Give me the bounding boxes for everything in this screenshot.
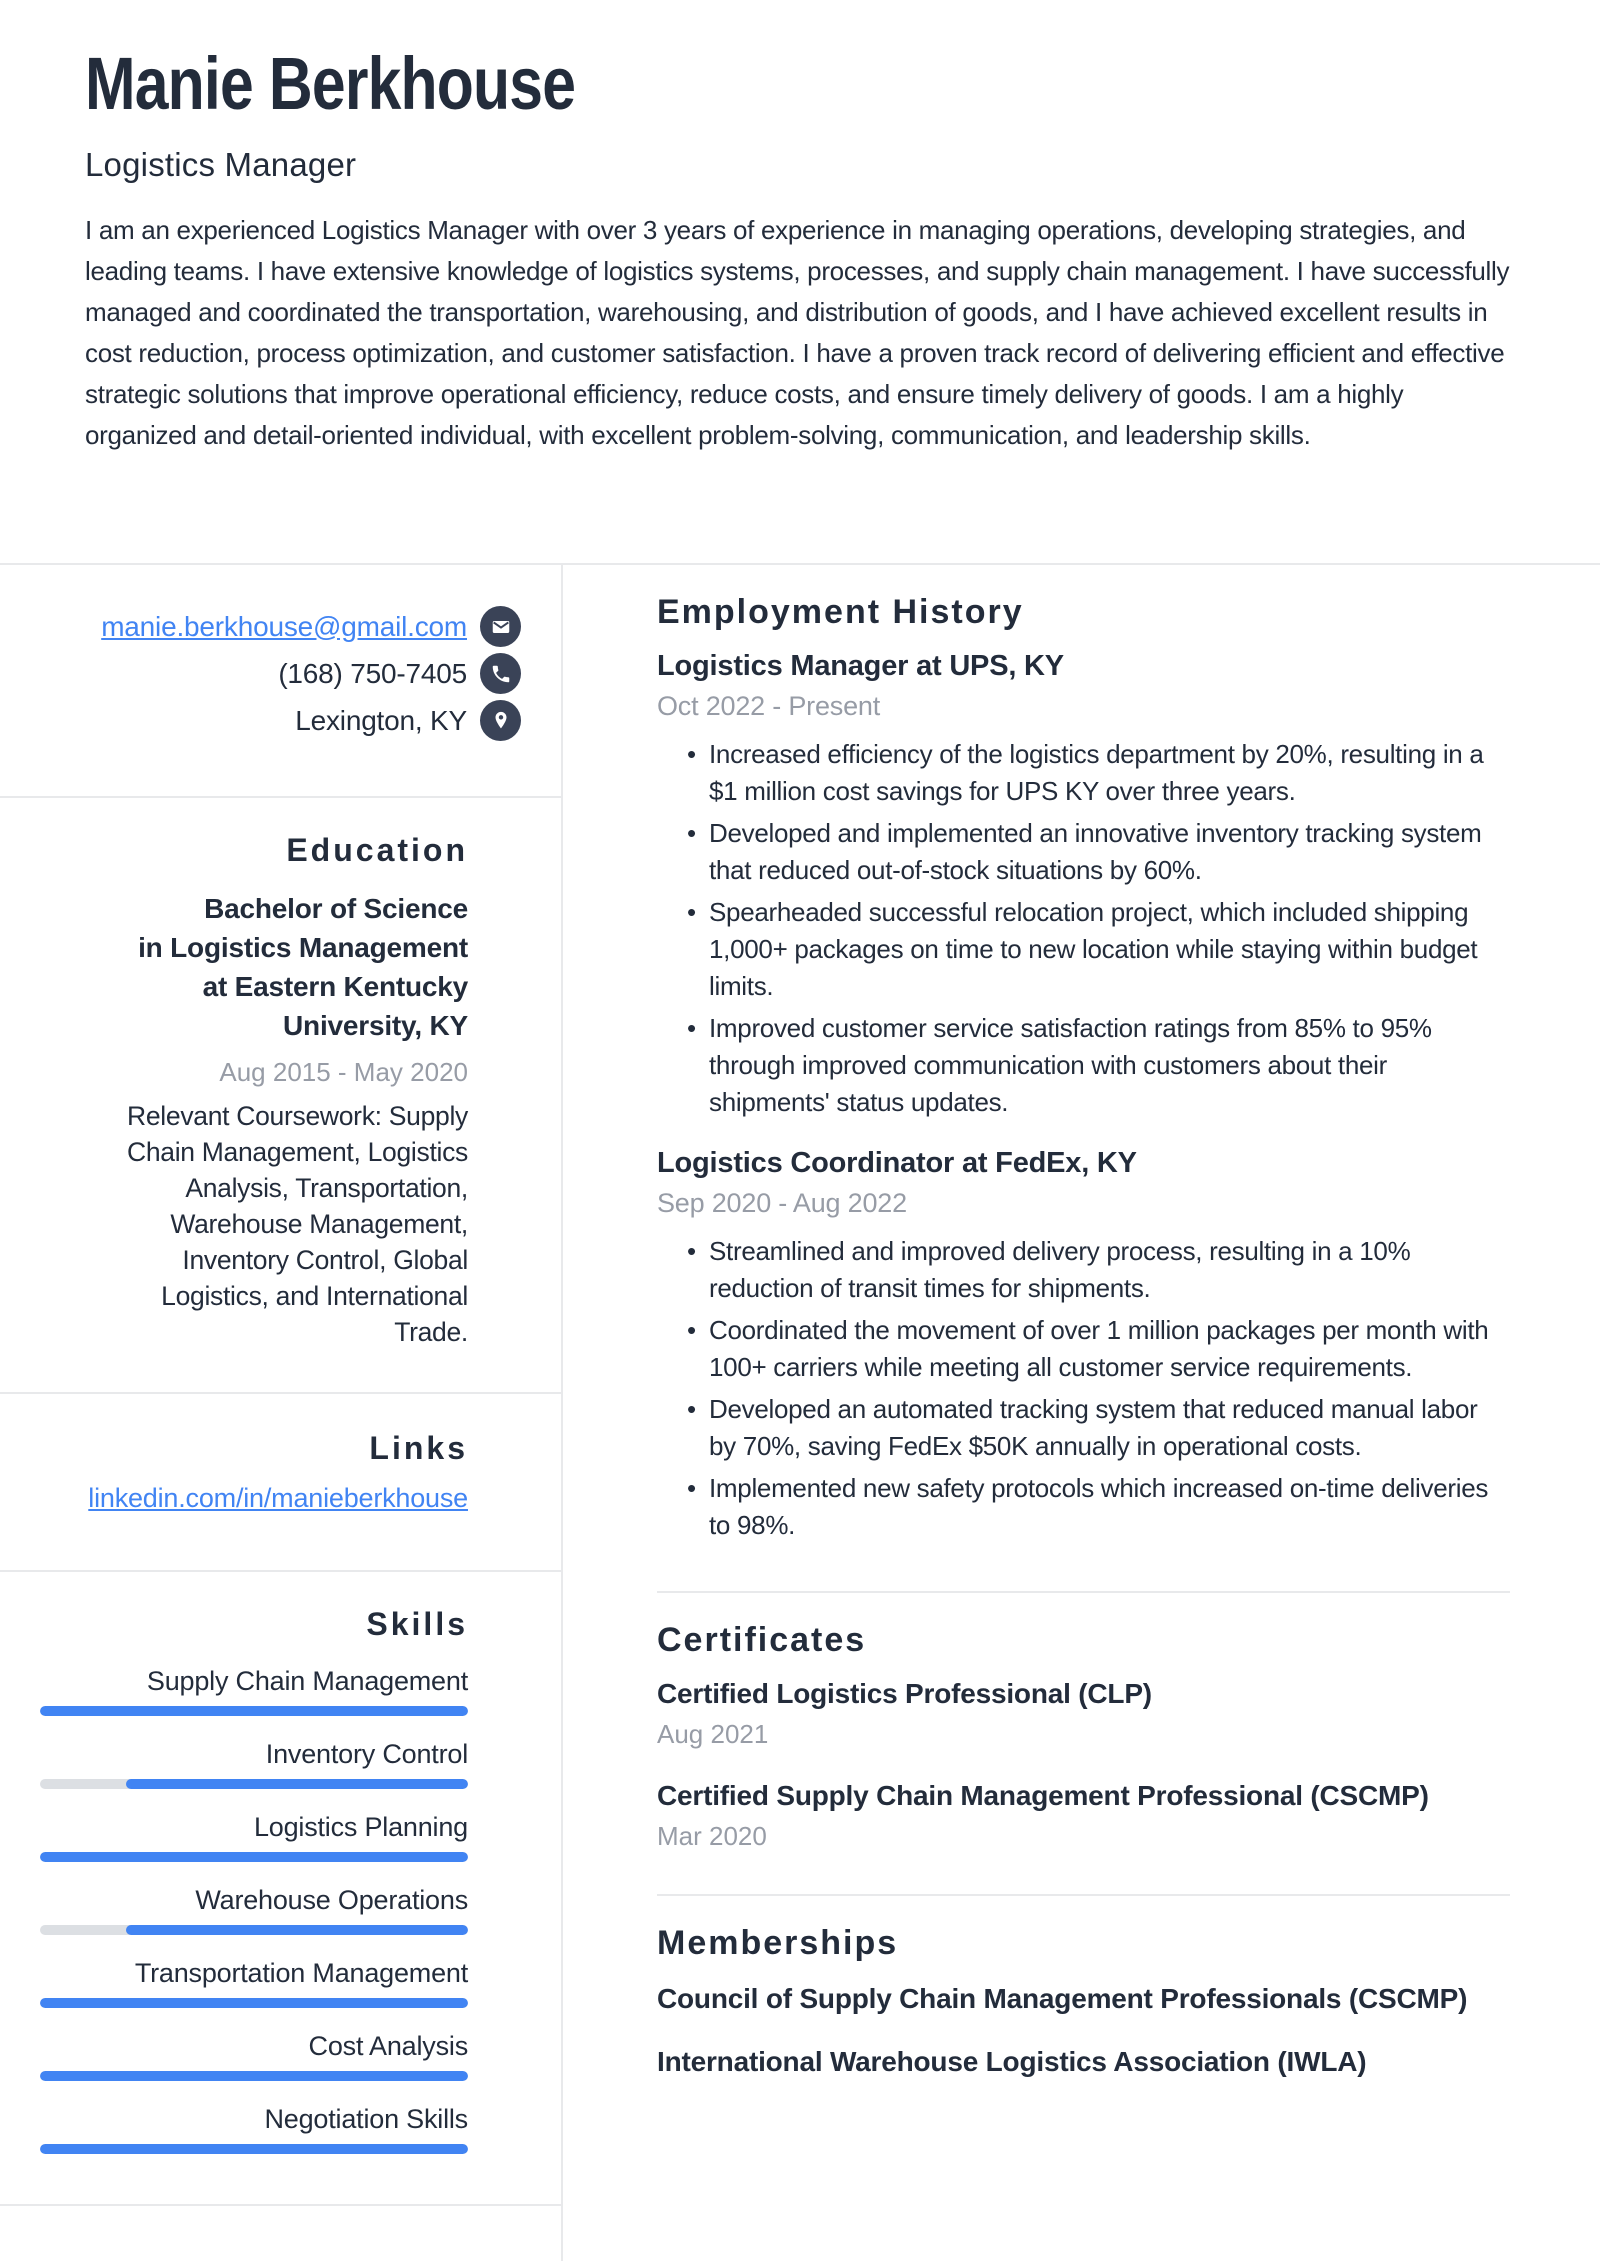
bullet-dot: •	[687, 897, 697, 927]
skill-bar-track	[40, 2144, 468, 2154]
bullet-item	[657, 1312, 1510, 1386]
memberships-section	[657, 1896, 1510, 2120]
phone-icon	[480, 653, 521, 694]
bullet-dot: •	[687, 1236, 697, 1266]
job-bullets	[657, 1233, 1510, 1544]
bullet-dot: •	[687, 739, 697, 769]
skill-bar-fill	[126, 1925, 468, 1935]
sidebar	[0, 565, 563, 2261]
contact-phone-row	[30, 650, 521, 697]
bullet-text: Developed an automated tracking system that reduced manual labor by 70%, saving FedEx $50K annually in operational costs.	[709, 1394, 1478, 1461]
skill-item	[40, 2103, 468, 2154]
skill-name: Logistics Planning	[253, 1812, 468, 1842]
memberships-list	[657, 1983, 1510, 2078]
certificates-heading: Certificates	[657, 1621, 867, 1659]
skill-bar-track	[40, 2071, 468, 2081]
skill-name: Supply Chain Management	[146, 1666, 468, 1696]
certificate-name: Certified Supply Chain Management Professional (CSCMP)	[657, 1780, 1429, 1811]
bullet-item	[657, 1470, 1510, 1544]
skill-name: Cost Analysis	[308, 2031, 468, 2061]
job-entry	[657, 650, 1510, 1121]
skill-name: Transportation Management	[134, 1958, 468, 1988]
job-entry	[657, 1147, 1510, 1544]
skill-bar-fill	[40, 2144, 468, 2154]
degree-line: in Logistics Management	[138, 932, 468, 963]
skill-bar-track	[40, 1706, 468, 1716]
skill-bar-fill	[40, 1852, 468, 1862]
main-column	[563, 565, 1600, 2261]
skills-list	[40, 1665, 468, 2154]
certificate-name: Certified Logistics Professional (CLP)	[657, 1678, 1152, 1709]
degree-line: at Eastern Kentucky	[202, 971, 468, 1002]
skill-item	[40, 1957, 468, 2008]
job-title: Logistics Manager at UPS, KY	[657, 650, 1064, 682]
skill-bar-track	[40, 1998, 468, 2008]
degree-line: University, KY	[283, 1010, 468, 1041]
degree-block	[40, 889, 468, 1045]
certificate-entry	[657, 1678, 1510, 1750]
email-icon	[480, 606, 521, 647]
bullet-dot: •	[687, 1394, 697, 1424]
person-name: Manie Berkhouse	[85, 42, 576, 125]
bullet-item	[657, 1391, 1510, 1465]
bullet-dot: •	[687, 1013, 697, 1043]
certificates-section	[657, 1593, 1510, 1896]
bullet-text: Streamlined and improved delivery process, resulting in a 10% reduction of transit times for shipments.	[709, 1236, 1411, 1303]
bullet-text: Spearheaded successful relocation project, which included shipping 1,000+ packages on time to new location while staying within budget limits.	[709, 897, 1478, 1001]
skill-item	[40, 1811, 468, 1862]
skill-bar-track	[40, 1925, 468, 1935]
bullet-item	[657, 1233, 1510, 1307]
job-dates: Oct 2022 - Present	[657, 691, 881, 721]
resume-body	[0, 563, 1600, 2261]
skill-bar-fill	[126, 1779, 468, 1789]
bullet-item	[657, 736, 1510, 810]
education-section	[0, 798, 561, 1394]
membership-entry: Council of Supply Chain Management Professionals (CSCMP)	[657, 1983, 1468, 2014]
skills-section	[0, 1572, 561, 2206]
bullet-dot: •	[687, 818, 697, 848]
education-coursework: Relevant Coursework: Supply Chain Management, Logistics Analysis, Transportation, Warehouse Management, Inventory Control, Global Logistics, and International Trade.	[126, 1101, 468, 1347]
bullet-item	[657, 815, 1510, 889]
job-title: Logistics Coordinator at FedEx, KY	[657, 1147, 1137, 1179]
skill-item	[40, 1665, 468, 1716]
person-job-title: Logistics Manager	[85, 145, 357, 183]
employment-heading: Employment History	[657, 593, 1024, 631]
bullet-text: Improved customer service satisfaction ratings from 85% to 95% through improved communication with customers about their shipments' status updates.	[709, 1013, 1432, 1117]
skill-name: Inventory Control	[265, 1739, 468, 1769]
phone-number: (168) 750-7405	[278, 657, 467, 689]
education-dates: Aug 2015 - May 2020	[219, 1057, 468, 1087]
email-link[interactable]: manie.berkhouse@gmail.com	[101, 610, 467, 642]
bullet-text: Developed and implemented an innovative inventory tracking system that reduced out-of-stock situations by 60%.	[709, 818, 1482, 885]
skill-bar-track	[40, 1852, 468, 1862]
link-item	[40, 1483, 468, 1514]
bullet-dot: •	[687, 1473, 697, 1503]
location-text: Lexington, KY	[295, 704, 467, 736]
contact-email-row	[30, 603, 521, 650]
bullet-dot: •	[687, 1315, 697, 1345]
skills-heading: Skills	[366, 1606, 468, 1642]
jobs-list	[657, 650, 1510, 1544]
bullet-text: Implemented new safety protocols which increased on-time deliveries to 98%.	[709, 1473, 1489, 1540]
employment-section	[657, 565, 1510, 1593]
skill-bar-fill	[40, 1998, 468, 2008]
links-heading: Links	[369, 1430, 468, 1466]
resume-header	[0, 0, 1600, 563]
contact-location-row	[30, 697, 521, 744]
job-dates: Sep 2020 - Aug 2022	[657, 1188, 907, 1218]
education-heading: Education	[286, 832, 468, 868]
bullet-item	[657, 894, 1510, 1005]
bullet-item	[657, 1010, 1510, 1121]
bullet-text: Increased efficiency of the logistics department by 20%, resulting in a $1 million cost savings for UPS KY over three years.	[709, 739, 1484, 806]
links-section	[0, 1394, 561, 1572]
skill-name: Warehouse Operations	[195, 1885, 468, 1915]
skill-name: Negotiation Skills	[264, 2104, 468, 2134]
certificate-date: Aug 2021	[657, 1719, 769, 1749]
skill-bar-fill	[40, 1706, 468, 1716]
skill-bar-track	[40, 1779, 468, 1789]
membership-entry: International Warehouse Logistics Association (IWLA)	[657, 2046, 1367, 2077]
certificates-list	[657, 1678, 1510, 1852]
skill-item	[40, 1738, 468, 1789]
skill-bar-fill	[40, 2071, 468, 2081]
location-icon	[480, 700, 521, 741]
memberships-heading: Memberships	[657, 1924, 899, 1962]
skill-item	[40, 2030, 468, 2081]
bullet-text: Coordinated the movement of over 1 million packages per month with 100+ carriers while meeting all customer service requirements.	[709, 1315, 1489, 1382]
certificate-date: Mar 2020	[657, 1821, 767, 1851]
certificate-entry	[657, 1780, 1510, 1852]
linkedin-link[interactable]: linkedin.com/in/manieberkhouse	[88, 1483, 468, 1513]
job-bullets	[657, 736, 1510, 1121]
contact-section	[0, 565, 561, 798]
skill-item	[40, 1884, 468, 1935]
links-list	[40, 1483, 468, 1514]
degree-line: Bachelor of Science	[204, 893, 468, 924]
profile-summary: I am an experienced Logistics Manager with over 3 years of experience in managing operations, developing strategies, and leading teams. I have extensive knowledge of logistics systems, processes, and supply chain management. I have successfully managed and coordinated the transportation, warehousing, and distribution of goods, and I have achieved excellent results in cost reduction, process optimization, and customer satisfaction. I have a proven track record of delivering efficient and effective strategic solutions that improve operational efficiency, reduce costs, and ensure timely delivery of goods. I am a highly organized and detail-oriented individual, with excellent problem-solving, communication, and leadership skills.	[85, 214, 1510, 450]
